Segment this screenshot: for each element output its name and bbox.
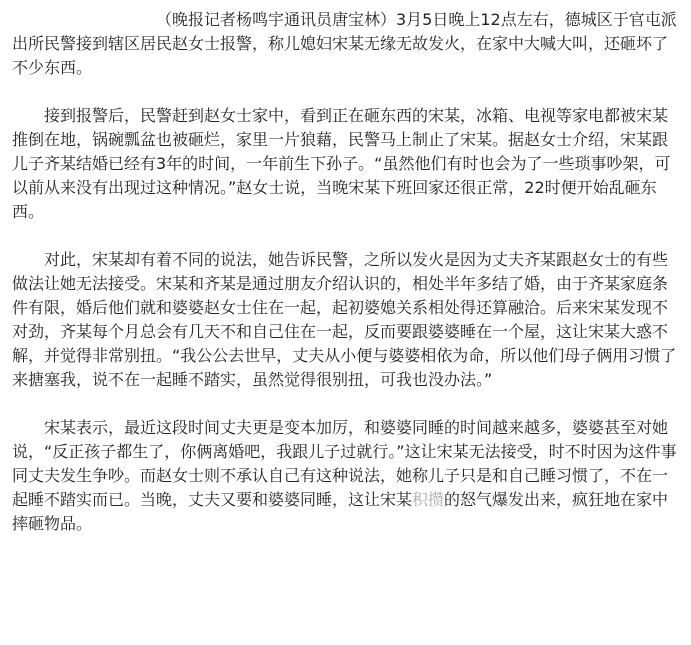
paragraph-4-text: 宋某表示，最近这段时间丈夫更是变本加厉，和婆婆同睡的时间越来越多，婆婆甚至对她说，“反正孩子都生了，你俩离婚吧，我跟儿子过就行。”这让宋某无法接受，时不时因为这件事同丈夫发生争吵。而赵女士则不承认自己有这种说法，她称儿子只是和自己睡习惯了，不在一起睡不踏实而已。当晚，丈夫又要和婆婆同睡，这让宋某 <box>12 418 677 509</box>
paragraph-spacer <box>12 80 682 104</box>
article-paragraph-3: 对此，宋某却有着不同的说法，她告诉民警，之所以发火是因为丈夫齐某跟赵女士的有些做法让她无法接受。宋某和齐某是通过朋友介绍认识的，相处半年多结了婚，由于齐某家庭条件有限，婚后他们就和婆婆赵女士住在一起，起初婆媳关系相处得还算融洽。后来宋某发现不对劲，齐某每个月总会有几天不和自己住在一起，反而要跟婆婆睡在一个屋，这让宋某大惑不解，并觉得非常别扭。“我公公去世早，丈夫从小便与婆婆相依为命，所以他们母子俩用习惯了来搪塞我，说不在一起睡不踏实，虽然觉得很别扭，可我也没办法。” <box>12 250 677 389</box>
news-article <box>12 8 682 536</box>
paragraph-spacer <box>12 224 682 248</box>
article-paragraph-2: 接到报警后，民警赶到赵女士家中，看到正在砸东西的宋某，冰箱、电视等家电都被宋某推倒在地，锅碗瓢盆也被砸烂，家里一片狼藉，民警马上制止了宋某。据赵女士介绍，宋某跟儿子齐某结婚已经有3年的时间，一年前生下孙子。“虽然他们有时也会为了一些琐事吵架，可以前从来没有出现过这种情况。”赵女士说，当晚宋某下班回家还很正常，22时便开始乱砸东西。 <box>12 106 671 221</box>
paragraph-4-ending: 的怒气爆发出来，疯狂地在家中摔砸物品。 <box>12 490 669 533</box>
article-paragraph-4 <box>12 416 682 536</box>
watermark-overlay-text: 积攒 <box>412 490 445 509</box>
article-paragraph-1: （晚报记者杨鸣宇通讯员唐宝林）3月5日晚上12点左右，德城区于官屯派出所民警接到辖区居民赵女士报警，称儿媳妇宋某无缘无故发火，在家中大喊大叫，还砸坏了不少东西。 <box>12 10 677 77</box>
paragraph-spacer <box>12 392 682 416</box>
